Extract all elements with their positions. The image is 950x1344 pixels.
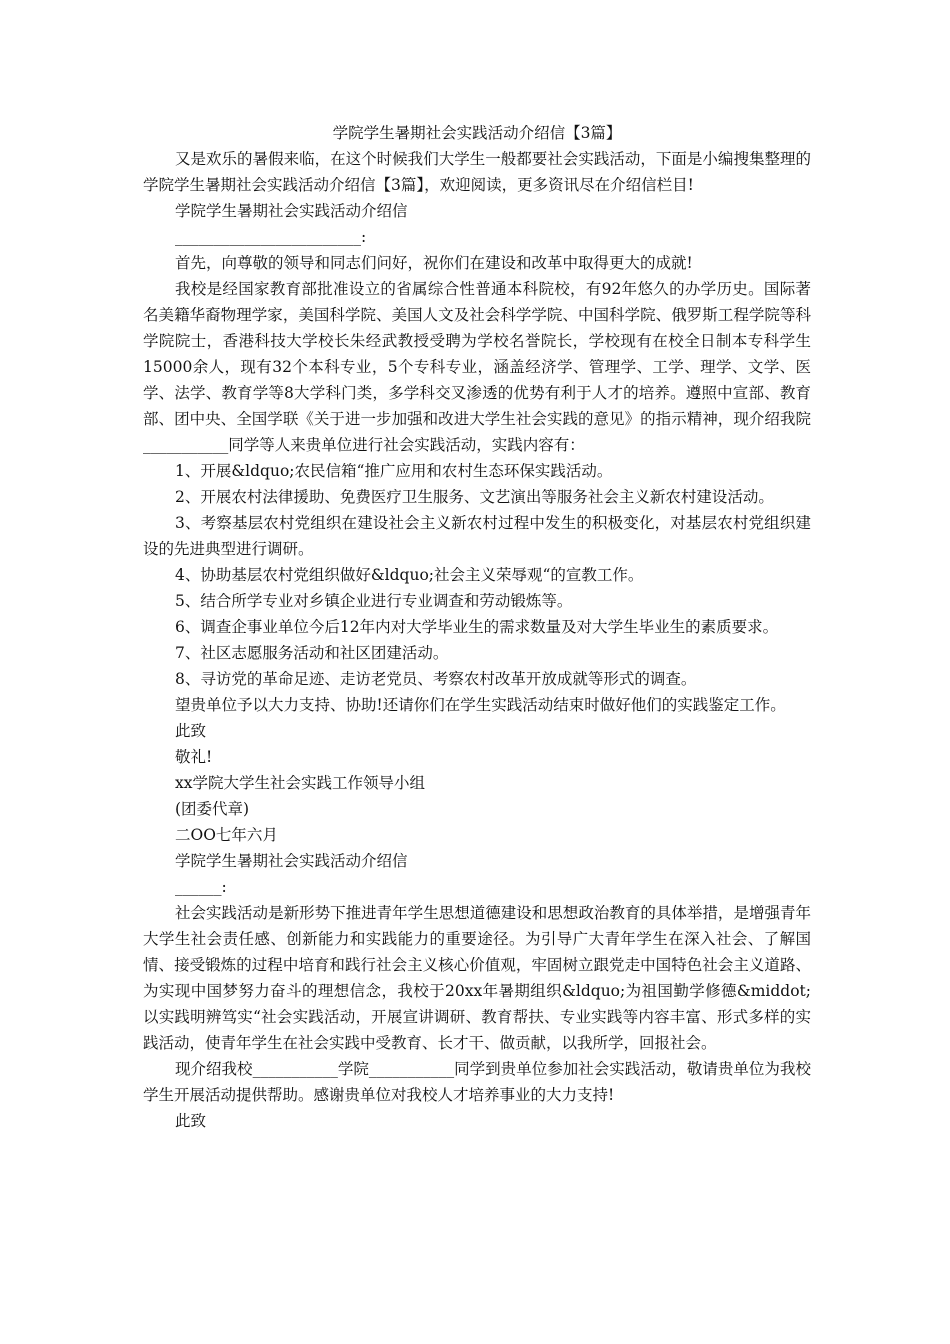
letter2-intro-text-1: 现介绍我校 <box>175 1060 253 1078</box>
letter1-heading: 学院学生暑期社会实践活动介绍信 <box>175 202 408 220</box>
letter2-introduction <box>143 1056 811 1108</box>
list-item: 6、调查企事业单位今后12年内对大学毕业生的需求数量及对大学生毕业生的素质要求。 <box>175 618 779 636</box>
list-item: 3、考察基层农村党组织在建设社会主义新农村过程中发生的积极变化，对基层农村党组织建设的先进典型进行调研。 <box>143 514 811 558</box>
document-title: 学院学生暑期社会实践活动介绍信【3篇】 <box>332 124 622 142</box>
list-item: 8、寻访党的革命足迹、走访老党员、考察农村改革开放成就等形式的调查。 <box>175 670 697 688</box>
letter2-blank-2: ___________ <box>368 1060 455 1078</box>
letter2-salutation-1: 此致 <box>175 1112 207 1130</box>
letter1-body-text-end: 同学等人来贵单位进行社会实践活动，实践内容有： <box>228 436 585 454</box>
list-item: 5、结合所学专业对乡镇企业进行专业调查和劳动锻炼等。 <box>175 592 573 610</box>
letter2-intro-text-3: 同学到贵单位参加社会实践活动，敬请贵单位为我校学生开展活动提供帮助。感谢贵单位对我校人才培养事业的大力支持! <box>143 1060 811 1104</box>
letter2-body: 社会实践活动是新形势下推进青年学生思想道德建设和思想政治教育的具体举措，是增强青年大学生社会责任感、创新能力和实践能力的重要途径。为引导广大青年学生在深入社会、了解国情、接受锻炼的过程中培育和践行社会主义核心价值观，牢固树立跟党走中国特色社会主义道路、为实现中国梦努力奋斗的理想信念，我校于20xx年暑期组织&ldquo;为祖国勤学修德&middot;以实践明辨笃实“社会实践活动，开展宣讲调研、教育帮扶、专业实践等内容丰富、形式多样的实践活动，使青年学生在社会实践中受教育、长才干、做贡献，以我所学，回报社会。 <box>143 904 811 1052</box>
letter1-sender: xx学院大学生社会实践工作领导小组 <box>175 774 425 792</box>
list-item: 1、开展&ldquo;农民信箱“推广应用和农村生态环保实践活动。 <box>175 462 613 480</box>
letter1-body <box>143 276 811 458</box>
letter1-seal: (团委代章) <box>175 800 250 818</box>
letter2-heading: 学院学生暑期社会实践活动介绍信 <box>175 852 408 870</box>
letter1-closing-request: 望贵单位予以大力支持、协助!还请你们在学生实践活动结束时做好他们的实践鉴定工作。 <box>175 696 786 714</box>
letter1-body-text: 我校是经国家教育部批准设立的省属综合性普通本科院校，有92年悠久的办学历史。国际著名美籍华裔物理学家，美国科学院、美国人文及社会科学学院、中国科学院、俄罗斯工程学院等科学院院士，香港科技大学校长朱经武教授受聘为学校名誉院长，学校现有在校全日制本专科学生15000余人，现有32个本科专业，5个专科专业，涵盖经济学、管理学、工学、理学、文学、医学、法学、教育学等8大学科门类，多学科交叉渗透的优势有利于人才的培养。遵照中宣部、教育部、团中央、全国学联《关于进一步加强和改进大学生社会实践的意见》的指示精神，现介绍我院 <box>143 280 811 428</box>
letter2-intro-text-2: 学院 <box>337 1060 369 1078</box>
letter2-recipient-blank: ______: <box>175 878 227 896</box>
letter1-body-blank: ___________ <box>143 436 229 454</box>
letter2-blank-1: ___________ <box>252 1060 338 1078</box>
list-item: 7、社区志愿服务活动和社区团建活动。 <box>175 644 449 662</box>
intro-paragraph: 又是欢乐的暑假来临，在这个时候我们大学生一般都要社会实践活动，下面是小编搜集整理的学院学生暑期社会实践活动介绍信【3篇】，欢迎阅读，更多资讯尽在介绍信栏目! <box>143 150 811 194</box>
letter1-recipient-blank: ________________________: <box>175 228 367 246</box>
list-item: 4、协助基层农村党组织做好&ldquo;社会主义荣辱观“的宣教工作。 <box>175 566 644 584</box>
letter1-greeting: 首先，向尊敬的领导和同志们问好，祝你们在建设和改革中取得更大的成就! <box>175 254 693 272</box>
list-item: 2、开展农村法律援助、免费医疗卫生服务、文艺演出等服务社会主义新农村建设活动。 <box>175 488 774 506</box>
letter1-date: 二OO七年六月 <box>175 826 278 844</box>
document-page <box>143 120 811 1134</box>
letter1-salutation-2: 敬礼! <box>175 748 213 766</box>
letter1-salutation-1: 此致 <box>175 722 207 740</box>
